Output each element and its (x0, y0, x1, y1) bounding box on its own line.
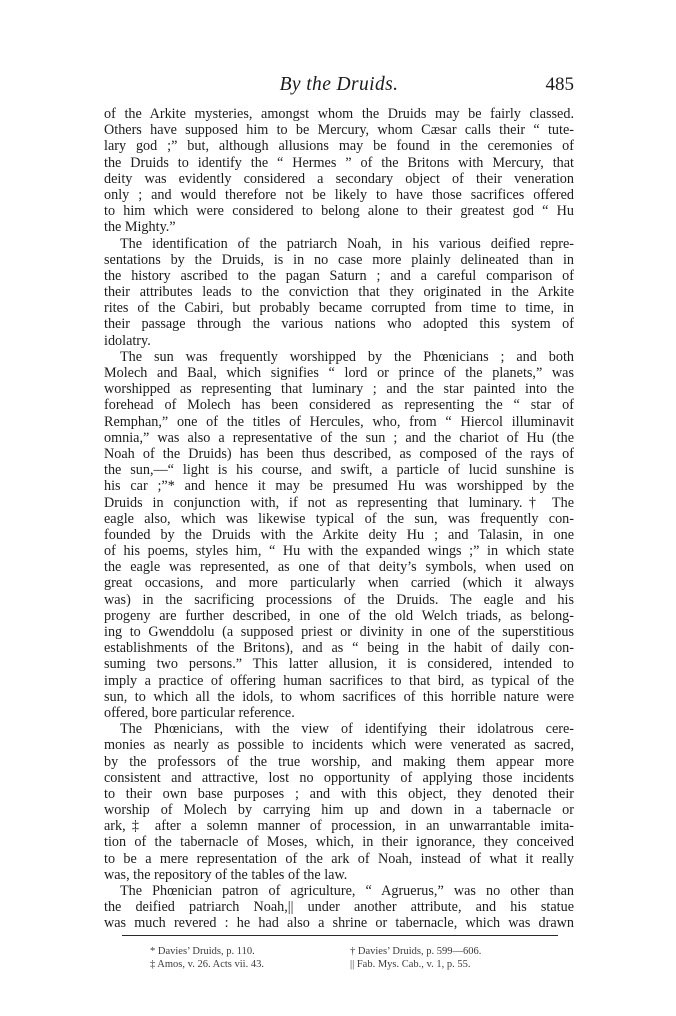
running-title: By the Druids. (279, 74, 399, 95)
text-line: founded by the Druids with the Arkite deity Hu ; and Talasin, in one (104, 526, 574, 543)
text-line: deity was evidently considered a secondary object of their veneration (104, 170, 574, 187)
text-line: the eagle was represented, as one of that deity’s symbols, when used on (104, 559, 574, 576)
page-number: 485 (545, 74, 574, 95)
text-line: sentations by the Druids, is in no case more plainly delineated than in (104, 251, 574, 268)
text-line: imply a practice of offering human sacrifices to that bird, as typical of the (104, 672, 574, 689)
text-line: to be a mere representation of the ark of Noah, instead of what it really (104, 850, 574, 867)
footnote: || Fab. Mys. Cab., v. 1, p. 55. (350, 959, 471, 970)
text-line: to him which were considered to belong alone to their greatest god “ Hu (104, 203, 574, 220)
text-line: the Mighty.” (104, 219, 176, 236)
text-line: eagle also, which was likewise typical of the sun, was frequently con- (104, 510, 574, 527)
footnote: ‡ Amos, v. 26. Acts vii. 43. (150, 959, 264, 970)
text-line: the sun,—“ light is his course, and swift, a particle of lucid sunshine is (104, 462, 574, 479)
text-line: great occasions, and more particularly when carried (which it always (104, 575, 574, 592)
text-line: the Druids to identify the “ Hermes ” of the Britons with Mercury, that (104, 154, 574, 171)
text-line: idolatry. (104, 332, 151, 349)
text-line: their passage through the various nations who adopted this system of (104, 316, 574, 333)
body-text (104, 106, 574, 932)
text-line: Remphan,” one of the titles of Hercules, who, from “ Hiercol illuminavit (104, 413, 574, 430)
text-line: sun, to which all the idols, to whom sacrifices of this horrible nature were (104, 688, 574, 705)
text-line: worshipped as representing that luminary ; and the star painted into the (104, 381, 574, 398)
text-line: monies as nearly as possible to incidents which were venerated as sacred, (104, 737, 574, 754)
text-line: Others have supposed him to be Mercury, whom Cæsar calls their “ tute- (104, 122, 574, 139)
footnote-divider (122, 935, 558, 936)
text-line: progeny are further described, in one of the old Welch triads, as belong- (104, 607, 574, 624)
text-line: establishments of the Britons), and as “ being in the habit of daily con- (104, 640, 574, 657)
text-line: the deified patriarch Noah,|| under another attribute, and his statue (104, 899, 574, 916)
text-line: by the professors of the true worship, and making them appear more (104, 753, 574, 770)
text-line: of his poems, styles him, “ Hu with the expanded wings ;” in which state (104, 543, 574, 560)
text-line: the history ascribed to the pagan Saturn ; and a careful comparison of (104, 267, 574, 284)
footnote: * Davies’ Druids, p. 110. (150, 946, 255, 957)
text-line: of the Arkite mysteries, amongst whom the Druids may be fairly classed. (104, 106, 574, 122)
text-line: Druids in conjunction with, if not as representing that luminary.† The (104, 494, 574, 511)
paragraph-start: The sun was frequently worshipped by the Phœnicians ; and both (120, 348, 574, 365)
text-line: was, the repository of the tables of the law. (104, 866, 348, 883)
text-line: his car ;”* and hence it may be presumed Hu was worshipped by the (104, 478, 574, 495)
text-line: their attributes leads to the conviction that they originated in the Arkite (104, 284, 574, 301)
text-line: was) in the sacrificing processions of the Druids. The eagle and his (104, 591, 574, 608)
text-line: rites of the Cabiri, but probably became corrupted from time to time, in (104, 300, 574, 317)
text-line: ark,‡ after a solemn manner of procession, in an unwarrantable imita- (104, 818, 574, 835)
footnote: † Davies’ Druids, p. 599—606. (350, 946, 482, 957)
text-line: omnia,” was also a representative of the sun ; and the chariot of Hu (the (104, 429, 574, 446)
text-line: forehead of Molech has been considered as representing the “ star of (104, 397, 574, 414)
text-line: to their own base purposes ; and with this object, they denoted their (104, 785, 574, 802)
footnotes (150, 945, 550, 971)
running-head (104, 74, 574, 104)
text-line: offered, bore particular reference. (104, 704, 295, 721)
text-line: Noah of the Druids) has been thus described, as composed of the rays of (104, 445, 574, 462)
text-line: tion of the tabernacle of Moses, which, in their ignorance, they conceived (104, 834, 574, 851)
paragraph-start: The identification of the patriarch Noah, in his various deified repre- (120, 235, 574, 252)
text-line: suming two persons.” This latter allusion, it is considered, intended to (104, 656, 574, 673)
text-line: consistent and attractive, lost no opportunity of applying those incidents (104, 769, 574, 786)
text-line: was much revered : he had also a shrine or tabernacle, which was drawn (104, 915, 574, 932)
text-line: ing to Gwenddolu (a supposed priest or divinity in one of the superstitious (104, 624, 574, 640)
text-line: only ; and would therefore not be likely to have those sacrifices offered (104, 186, 574, 203)
text-line: worship of Molech by carrying him up and down in a tabernacle or (104, 802, 574, 819)
text-line: lary god ;” but, although allusions may be found in the ceremonies of (104, 138, 574, 155)
paragraph-start: The Phœnician patron of agriculture, “ Agruerus,” was no other than (120, 883, 574, 899)
paragraph-start: The Phœnicians, with the view of identifying their idolatrous cere- (120, 721, 574, 738)
text-line: Molech and Baal, which signifies “ lord or prince of the planets,” was (104, 365, 574, 381)
